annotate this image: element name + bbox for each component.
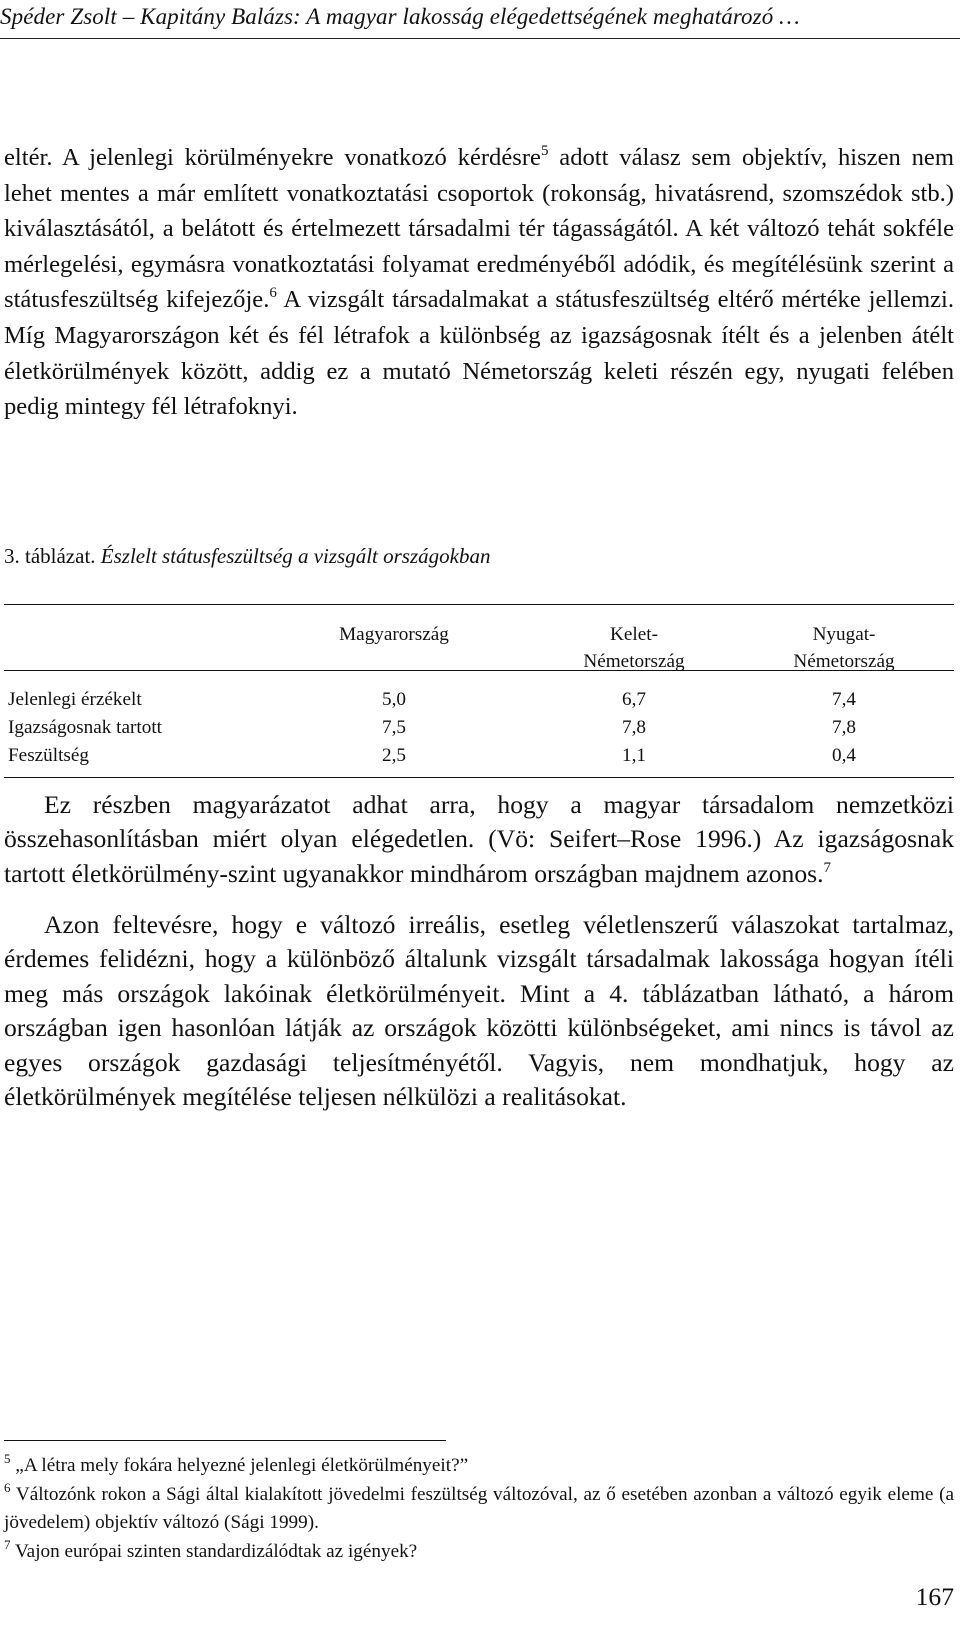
table-caption xyxy=(4,544,490,569)
footnote-separator xyxy=(4,1440,446,1441)
footnote-6 xyxy=(4,1481,954,1538)
table-cell: 7,4 xyxy=(832,689,856,710)
table-header-rule xyxy=(4,670,954,671)
row-label: Jelenlegi érzékelt xyxy=(8,689,142,710)
footnote-ref-7[interactable]: 7 xyxy=(823,859,831,876)
table-cell: 7,8 xyxy=(622,717,646,738)
table-cell: 6,7 xyxy=(622,689,646,710)
footnote-mark: 6 xyxy=(4,1479,11,1495)
table-cell: 7,8 xyxy=(832,717,856,738)
footnote-7 xyxy=(4,1538,954,1567)
table-row xyxy=(4,686,954,713)
running-title: Spéder Zsolt – Kapitány Balázs: A magyar lakosság elégedettségének meghatározó … xyxy=(0,4,800,29)
footnote-ref-6[interactable]: 6 xyxy=(269,285,277,302)
table-cell: 5,0 xyxy=(382,689,406,710)
table-row xyxy=(4,742,954,769)
footnote-text: „A létra mely fokára helyezné jelenlegi életkörülményeit?” xyxy=(10,1455,469,1476)
table-top-rule xyxy=(4,604,954,605)
row-label: Feszültség xyxy=(8,745,90,766)
table-cell: 1,1 xyxy=(622,745,646,766)
table-bottom-rule xyxy=(4,777,954,778)
column-header-text: Kelet- Németország xyxy=(583,624,685,672)
table-row xyxy=(4,714,954,741)
footnote-text: Változónk rokon a Sági által kialakított jövedelmi feszültség változóval, az ő esetében azonban a változó egyik eleme (a jövedelem) objektív változó (Sági 1999). xyxy=(4,1483,954,1533)
column-header-kelet-nemetorszag xyxy=(559,621,709,675)
footnote-mark: 7 xyxy=(4,1536,11,1552)
table-number: 3. táblázat. xyxy=(4,544,96,568)
row-label: Igazságosnak tartott xyxy=(8,717,162,738)
status-tension-table xyxy=(4,604,954,780)
paragraph-text: eltér. A jelenlegi körülményekre vonatkozó kérdésre xyxy=(4,144,541,171)
page-number: 167 xyxy=(915,1582,954,1611)
paragraph-text: adott válasz sem objektív, hiszen nem lehet mentes a már említett vonatkoztatási csoportok (rokonság, hivatásrend, szomszédok stb.) kiválasztásától, a belátott és értelmezett társadalmi tér tágasságától. A két változó tehát sokféle mérlegelési, egymásra vonatkoztatási folyamat eredményéből adódik, és megítélésünk szerint a státusfeszültség kifejezője. xyxy=(4,144,954,314)
column-header-text: Magyarország xyxy=(339,624,449,645)
table-cell: 0,4 xyxy=(832,745,856,766)
paragraph-text: A vizsgált társadalmakat a státusfeszültség eltérő mértéke jellemzi. Míg Magyarországon két és fél létrafok a különbség az igazságosnak ítélt és a jelenben átélt életkörülmények között, addig ez a mutató Németország keleti részén egy, nyugati felében pedig mintegy fél létrafoknyi. xyxy=(4,286,954,421)
footnote-text: Vajon európai szinten standardizálódtak az igények? xyxy=(10,1540,418,1562)
paragraph-text: Ez részben magyarázatot adhat arra, hogy a magyar társadalom nemzetközi összehasonlításban miért olyan elégedetlen. (Vö: Seifert–Rose 1996.) Az igazságosnak tartott életkörülmény-szint ugyanakkor mindhárom országban majdnem azonos. xyxy=(4,790,954,888)
body-paragraph-1 xyxy=(4,140,954,425)
body-paragraph-2 xyxy=(4,788,954,891)
column-header-magyarorszag xyxy=(324,621,464,648)
footnote-5 xyxy=(4,1452,954,1481)
table-title: Észlelt státusfeszültség a vizsgált országokban xyxy=(100,544,491,568)
paragraph-text: Azon feltevésre, hogy e változó irreális, esetleg véletlenszerű válaszokat tartalmaz, érdemes felidézni, hogy a különböző általunk vizsgált társadalmak lakossága hogyan ítéli meg más országok lakóinak életkörülményeit. Mint a 4. táblázatban látható, a három országban igen hasonlóan látják az országok közötti különbségeket, ami nincs is távol az egyes országok gazdasági teljesítményétől. Vagyis, nem mondhatjuk, hogy az életkörülmények megítélése teljesen nélkülözi a realitásokat. xyxy=(4,910,954,1112)
table-cell: 7,5 xyxy=(382,717,406,738)
body-paragraph-3 xyxy=(4,908,954,1114)
footnote-mark: 5 xyxy=(4,1451,11,1466)
footnotes xyxy=(4,1452,954,1566)
running-header xyxy=(0,0,960,39)
column-header-text: Nyugat- Németország xyxy=(793,624,895,672)
column-header-nyugat-nemetorszag xyxy=(769,621,919,675)
footnote-ref-5[interactable]: 5 xyxy=(540,143,549,159)
table-cell: 2,5 xyxy=(382,745,406,766)
